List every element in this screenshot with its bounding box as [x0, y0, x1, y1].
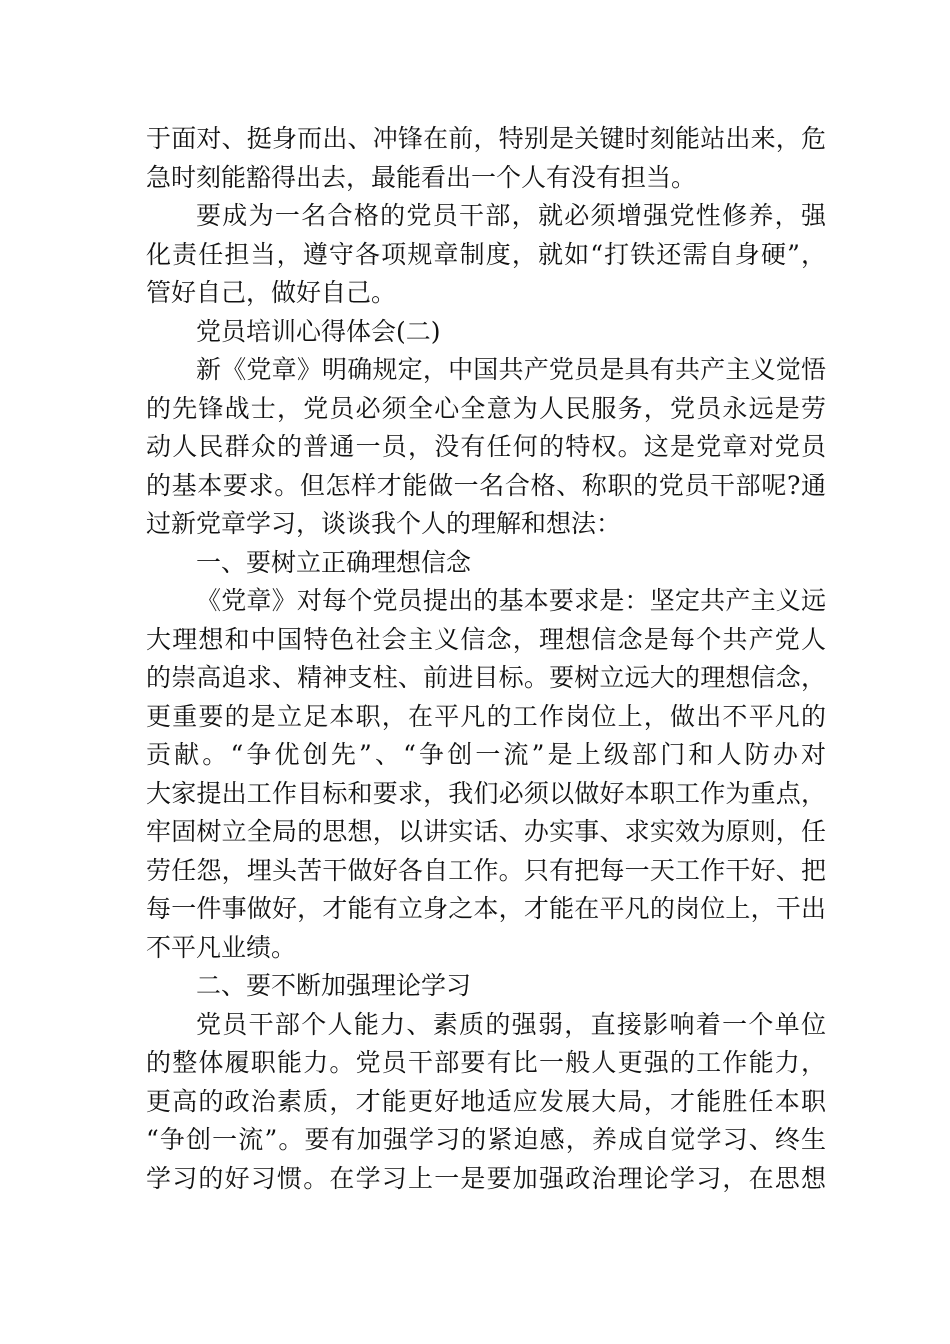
text-line: 管好自己，做好自己。 [146, 278, 397, 307]
text-line: 牢固树立全局的思想，以讲实话、办实事、求实效为原则，任 [146, 817, 826, 846]
text-line: 化责任担当，遵守各项规章制度，就如“打铁还需自身硬”， [146, 239, 826, 269]
text-line: 的整体履职能力。党员干部要有比一般人更强的工作能力， [146, 1048, 826, 1077]
text-line: 的崇高追求、精神支柱、前进目标。要树立远大的理想信念， [146, 663, 826, 692]
paragraph-first-line: 党员干部个人能力、素质的强弱，直接影响着一个单位 [196, 1009, 826, 1039]
section-heading: 党员培训心得体会(二) [196, 316, 441, 346]
text-line: 大理想和中国特色社会主义信念，理想信念是每个共产党人 [146, 624, 826, 654]
text-line: 更高的政治素质，才能更好地适应发展大局，才能胜任本职 [146, 1086, 826, 1116]
text-line: 更重要的是立足本职，在平凡的工作岗位上，做出不平凡的 [146, 701, 826, 731]
text-line: 每一件事做好，才能有立身之本，才能在平凡的岗位上，干出 [146, 894, 826, 923]
text-line: 于面对、挺身而出、冲锋在前，特别是关键时刻能站出来，危 [146, 124, 826, 153]
subheading-2: 二、要不断加强理论学习 [196, 971, 472, 1000]
text-line: 不平凡业绩。 [146, 932, 297, 962]
text-line: 的基本要求。但怎样才能做一名合格、称职的党员干部呢?通 [146, 470, 826, 500]
text-line: 过新党章学习，谈谈我个人的理解和想法： [146, 509, 622, 538]
document-body [146, 120, 826, 1198]
text-line: 劳任怨，埋头苦干做好各自工作。只有把每一天工作干好、把 [146, 855, 826, 885]
text-line: 贡献。“争优创先”、“争创一流”是上级部门和人防办对 [146, 740, 826, 769]
subheading-1: 一、要树立正确理想信念 [196, 547, 472, 577]
text-line: 学习的好习惯。在学习上一是要加强政治理论学习，在思想 [146, 1163, 826, 1193]
text-line: 大家提出工作目标和要求，我们必须以做好本职工作为重点， [146, 778, 826, 808]
text-line: 动人民群众的普通一员，没有任何的特权。这是党章对党员 [146, 432, 826, 461]
paragraph-first-line: 《党章》对每个党员提出的基本要求是：坚定共产主义远 [196, 586, 826, 615]
text-line: 的先锋战士，党员必须全心全意为人民服务，党员永远是劳 [146, 393, 826, 423]
text-line: 急时刻能豁得出去，最能看出一个人有没有担当。 [146, 162, 697, 192]
paragraph-first-line: 新《党章》明确规定，中国共产党员是具有共产主义觉悟 [196, 355, 826, 384]
text-line: “争创一流”。要有加强学习的紧迫感，养成自觉学习、终生 [146, 1125, 826, 1154]
paragraph-first-line: 要成为一名合格的党员干部，就必须增强党性修养，强 [196, 201, 826, 230]
